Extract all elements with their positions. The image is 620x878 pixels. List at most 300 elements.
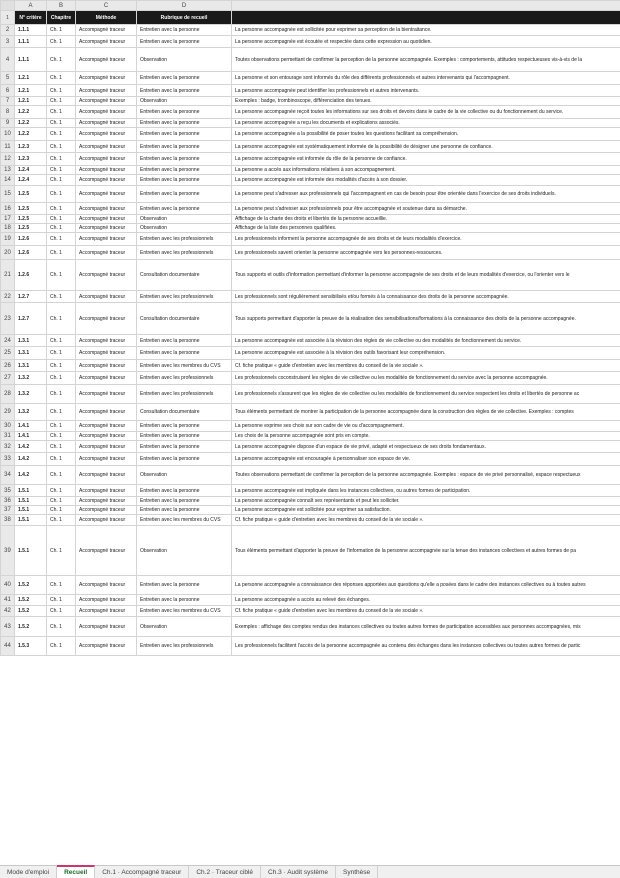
table-row <box>1 421 620 432</box>
cell-rubrique[interactable]: Entretien avec la personne <box>137 141 232 153</box>
cell-methode[interactable]: Accompagné traceur <box>76 224 137 233</box>
cell-critere[interactable]: 1.2.5 <box>15 203 47 215</box>
table-row <box>1 606 620 617</box>
cell-rubrique[interactable]: Entretien avec la personne <box>137 432 232 441</box>
cell-critere[interactable]: 1.2.7 <box>15 291 47 303</box>
row-number[interactable]: 26 <box>1 360 15 372</box>
row-number[interactable]: 29 <box>1 404 15 421</box>
cell-texte[interactable]: Les choix de la personne accompagnée sont pris en compte. <box>232 432 620 441</box>
cell-chapitre[interactable]: Ch. 1 <box>47 291 76 303</box>
table-row <box>1 36 620 48</box>
row-number[interactable]: 36 <box>1 497 15 506</box>
table-row <box>1 215 620 224</box>
cell-chapitre[interactable]: Ch. 1 <box>47 36 76 48</box>
cell-methode[interactable]: Accompagné traceur <box>76 72 137 85</box>
table-row <box>1 303 620 335</box>
cell-critere[interactable]: 1.5.1 <box>15 485 47 497</box>
cell-rubrique[interactable]: Entretien avec la personne <box>137 421 232 432</box>
cell-methode[interactable]: Accompagné traceur <box>76 347 137 360</box>
cell-critere[interactable]: 1.3.1 <box>15 335 47 347</box>
cell-rubrique[interactable]: Observation <box>137 48 232 72</box>
cell-rubrique[interactable]: Entretien avec les professionnels <box>137 246 232 260</box>
table-row <box>1 576 620 595</box>
cell-chapitre[interactable]: Ch. 1 <box>47 72 76 85</box>
cell-critere[interactable]: 1.2.4 <box>15 175 47 186</box>
cell-methode[interactable]: Accompagné traceur <box>76 637 137 656</box>
cell-texte[interactable]: Exemples : affichage des comptes rendus des instances collectives ou toutes autres formes de participation accessibles aux personnes accompagnées, mis <box>232 617 620 637</box>
cell-texte[interactable]: La personne peut s'adresser aux professionnels qui l'accompagnent en cas de besoin pour être orientée dans l'exercice de ses droits individuels. <box>232 186 620 203</box>
cell-critere[interactable]: 1.2.2 <box>15 128 47 141</box>
cell-critere[interactable]: 1.5.1 <box>15 506 47 515</box>
table-row <box>1 246 620 260</box>
cell-chapitre[interactable]: Ch. 1 <box>47 385 76 404</box>
table-row <box>1 506 620 515</box>
cell-rubrique[interactable]: Entretien avec la personne <box>137 175 232 186</box>
cell-critere[interactable]: 1.2.5 <box>15 186 47 203</box>
cell-chapitre[interactable]: Ch. 1 <box>47 166 76 175</box>
cell-rubrique[interactable]: Entretien avec la personne <box>137 441 232 453</box>
cell-chapitre[interactable]: Ch. 1 <box>47 466 76 485</box>
header-rubrique[interactable]: Rubrique de recueil <box>137 11 232 25</box>
cell-critere[interactable]: 1.5.1 <box>15 515 47 526</box>
cell-critere[interactable]: 1.2.6 <box>15 260 47 291</box>
cell-rubrique[interactable]: Entretien avec la personne <box>137 595 232 606</box>
row-number[interactable]: 23 <box>1 303 15 335</box>
table-row <box>1 203 620 215</box>
cell-methode[interactable]: Accompagné traceur <box>76 421 137 432</box>
cell-methode[interactable]: Accompagné traceur <box>76 128 137 141</box>
cell-chapitre[interactable]: Ch. 1 <box>47 617 76 637</box>
cell-texte[interactable]: La personne peut s'adresser aux professionnels pour être accompagnée et soutenue dans sa démarche. <box>232 203 620 215</box>
cell-methode[interactable]: Accompagné traceur <box>76 466 137 485</box>
cell-chapitre[interactable]: Ch. 1 <box>47 606 76 617</box>
cell-texte[interactable]: Tous éléments permettant de montrer la participation de la personne accompagnée dans la construction des règles de vie collective. Exemples : comptes <box>232 404 620 421</box>
row-number[interactable]: 16 <box>1 203 15 215</box>
table-row <box>1 385 620 404</box>
cell-chapitre[interactable]: Ch. 1 <box>47 421 76 432</box>
cell-texte[interactable]: Tous éléments permettant d'apporter la preuve de l'information de la personne accompagnée sur la tenue des instances collectives et autres formes de pa <box>232 526 620 576</box>
cell-methode[interactable]: Accompagné traceur <box>76 515 137 526</box>
cell-chapitre[interactable]: Ch. 1 <box>47 186 76 203</box>
cell-texte[interactable]: La personne accompagnée peut identifier les professionnels et autres intervenants. <box>232 85 620 97</box>
table-row <box>1 466 620 485</box>
cell-rubrique[interactable]: Observation <box>137 215 232 224</box>
cell-methode[interactable]: Accompagné traceur <box>76 119 137 128</box>
cell-texte[interactable]: Les professionnels savent orienter la personne accompagnée vers les personnes-ressources. <box>232 246 620 260</box>
cell-texte[interactable]: La personne accompagnée a reçu les documents et explications associés. <box>232 119 620 128</box>
cell-texte[interactable]: La personne accompagnée connaît ses représentants et peut les solliciter. <box>232 497 620 506</box>
row-number[interactable]: 32 <box>1 441 15 453</box>
row-number[interactable]: 31 <box>1 432 15 441</box>
row-number[interactable]: 12 <box>1 153 15 166</box>
cell-rubrique[interactable]: Entretien avec les professionnels <box>137 291 232 303</box>
cell-critere[interactable]: 1.2.7 <box>15 303 47 335</box>
row-number[interactable]: 13 <box>1 166 15 175</box>
cell-chapitre[interactable]: Ch. 1 <box>47 119 76 128</box>
cell-chapitre[interactable]: Ch. 1 <box>47 595 76 606</box>
table-row <box>1 453 620 466</box>
cell-rubrique[interactable]: Entretien avec les membres du CVS <box>137 360 232 372</box>
cell-critere[interactable]: 1.3.1 <box>15 347 47 360</box>
cell-chapitre[interactable]: Ch. 1 <box>47 224 76 233</box>
row-number[interactable]: 9 <box>1 119 15 128</box>
cell-chapitre[interactable]: Ch. 1 <box>47 372 76 385</box>
cell-critere[interactable]: 1.3.2 <box>15 385 47 404</box>
cell-chapitre[interactable]: Ch. 1 <box>47 453 76 466</box>
cell-rubrique[interactable]: Observation <box>137 466 232 485</box>
cell-rubrique[interactable]: Consultation documentaire <box>137 260 232 291</box>
sheet-tab[interactable]: Mode d'emploi <box>0 866 57 878</box>
sheet-tab[interactable]: Recueil <box>57 865 95 878</box>
header-critere[interactable]: N° critère <box>15 11 47 25</box>
cell-critere[interactable]: 1.2.6 <box>15 246 47 260</box>
cell-methode[interactable]: Accompagné traceur <box>76 576 137 595</box>
cell-texte[interactable]: Cf. fiche pratique « guide d'entretien avec les membres du conseil de la vie sociale ». <box>232 606 620 617</box>
cell-critere[interactable]: 1.2.3 <box>15 141 47 153</box>
cell-critere[interactable]: 1.1.1 <box>15 25 47 36</box>
cell-methode[interactable]: Accompagné traceur <box>76 141 137 153</box>
table-row <box>1 617 620 637</box>
cell-critere[interactable]: 1.2.3 <box>15 153 47 166</box>
cell-critere[interactable]: 1.4.2 <box>15 453 47 466</box>
row-number[interactable]: 30 <box>1 421 15 432</box>
cell-methode[interactable]: Accompagné traceur <box>76 595 137 606</box>
cell-methode[interactable]: Accompagné traceur <box>76 453 137 466</box>
table-row <box>1 260 620 291</box>
cell-rubrique[interactable]: Entretien avec les membres du CVS <box>137 606 232 617</box>
cell-rubrique[interactable]: Entretien avec la personne <box>137 506 232 515</box>
cell-chapitre[interactable]: Ch. 1 <box>47 637 76 656</box>
cell-texte[interactable]: Les professionnels informent la personne accompagnée de ses droits et de leurs modalités d'exercice. <box>232 233 620 246</box>
header-texte[interactable] <box>232 11 620 25</box>
cell-chapitre[interactable]: Ch. 1 <box>47 347 76 360</box>
cell-methode[interactable]: Accompagné traceur <box>76 372 137 385</box>
row-number[interactable]: 39 <box>1 526 15 576</box>
cell-methode[interactable]: Accompagné traceur <box>76 506 137 515</box>
cell-methode[interactable]: Accompagné traceur <box>76 246 137 260</box>
cell-rubrique[interactable]: Observation <box>137 617 232 637</box>
cell-critere[interactable]: 1.3.2 <box>15 372 47 385</box>
row-number[interactable]: 27 <box>1 372 15 385</box>
cell-texte[interactable]: Affichage de la charte des droits et libertés de la personne accueillie. <box>232 215 620 224</box>
cell-methode[interactable]: Accompagné traceur <box>76 153 137 166</box>
cell-chapitre[interactable]: Ch. 1 <box>47 141 76 153</box>
sheet-tab[interactable]: Ch.1 · Accompagné traceur <box>95 866 189 878</box>
cell-rubrique[interactable]: Entretien avec la personne <box>137 119 232 128</box>
sheet-tab[interactable]: Ch.2 · Traceur ciblé <box>189 866 261 878</box>
cell-critere[interactable]: 1.3.2 <box>15 404 47 421</box>
cell-methode[interactable]: Accompagné traceur <box>76 48 137 72</box>
cell-chapitre[interactable]: Ch. 1 <box>47 526 76 576</box>
cell-chapitre[interactable]: Ch. 1 <box>47 485 76 497</box>
cell-rubrique[interactable]: Entretien avec les professionnels <box>137 637 232 656</box>
cell-methode[interactable]: Accompagné traceur <box>76 432 137 441</box>
cell-chapitre[interactable]: Ch. 1 <box>47 85 76 97</box>
cell-methode[interactable]: Accompagné traceur <box>76 335 137 347</box>
row-number[interactable]: 43 <box>1 617 15 637</box>
row-number[interactable]: 28 <box>1 385 15 404</box>
column-header-row <box>1 1 620 11</box>
cell-critere[interactable]: 1.5.3 <box>15 637 47 656</box>
cell-texte[interactable]: Affichage de la liste des personnes qualifiées. <box>232 224 620 233</box>
cell-texte[interactable]: La personne accompagnée est informée du rôle de la personne de confiance. <box>232 153 620 166</box>
row-number[interactable]: 6 <box>1 85 15 97</box>
cell-methode[interactable]: Accompagné traceur <box>76 606 137 617</box>
cell-rubrique[interactable]: Consultation documentaire <box>137 404 232 421</box>
cell-chapitre[interactable]: Ch. 1 <box>47 515 76 526</box>
cell-methode[interactable]: Accompagné traceur <box>76 303 137 335</box>
row-number[interactable]: 37 <box>1 506 15 515</box>
cell-chapitre[interactable]: Ch. 1 <box>47 246 76 260</box>
cell-methode[interactable]: Accompagné traceur <box>76 203 137 215</box>
table-row <box>1 360 620 372</box>
cell-texte[interactable]: Les professionnels facilitent l'accès de la personne accompagnée au contenu des échanges dans les instances collectives ou toutes autres formes de partic <box>232 637 620 656</box>
cell-texte[interactable]: Toutes observations permettant de confirmer la perception de la personne accompagnée. Exemples : espace de vie privé personnalisé, espace respectueux <box>232 466 620 485</box>
row-number[interactable]: 34 <box>1 466 15 485</box>
sheet-tab[interactable]: Synthèse <box>336 866 378 878</box>
cell-rubrique[interactable]: Consultation documentaire <box>137 303 232 335</box>
column-header-a[interactable]: A <box>15 1 47 11</box>
cell-texte[interactable]: La personne accompagnée a accès au relevé des échanges. <box>232 595 620 606</box>
column-header-b[interactable]: B <box>47 1 76 11</box>
cell-texte[interactable]: Les professionnels sont régulièrement sensibilisés et/ou formés à la connaissance des droits de la personne accompagnée. <box>232 291 620 303</box>
cell-chapitre[interactable]: Ch. 1 <box>47 260 76 291</box>
cell-texte[interactable]: La personne accompagnée est informée des modalités d'accès à son dossier. <box>232 175 620 186</box>
cell-texte[interactable]: Tous supports et outils d'information permettant d'informer la personne accompagnée de ses droits et de leurs modalités d'exercice, ou l'orienter vers le <box>232 260 620 291</box>
cell-rubrique[interactable]: Entretien avec la personne <box>137 453 232 466</box>
cell-texte[interactable]: La personne et son entourage sont informés du rôle des différents professionnels et autres intervenants qui l'accompagnent. <box>232 72 620 85</box>
cell-rubrique[interactable]: Observation <box>137 526 232 576</box>
cell-rubrique[interactable]: Entretien avec la personne <box>137 166 232 175</box>
cell-chapitre[interactable]: Ch. 1 <box>47 215 76 224</box>
row-number[interactable]: 7 <box>1 97 15 106</box>
cell-chapitre[interactable]: Ch. 1 <box>47 441 76 453</box>
cell-rubrique[interactable]: Entretien avec les professionnels <box>137 385 232 404</box>
cell-chapitre[interactable]: Ch. 1 <box>47 233 76 246</box>
cell-methode[interactable]: Accompagné traceur <box>76 233 137 246</box>
cell-texte[interactable]: La personne accompagnée dispose d'un espace de vie privé, adapté et respectueux de ses droits fondamentaux. <box>232 441 620 453</box>
cell-rubrique[interactable]: Entretien avec les professionnels <box>137 372 232 385</box>
row-number[interactable]: 10 <box>1 128 15 141</box>
table-row <box>1 119 620 128</box>
cell-critere[interactable]: 1.4.2 <box>15 466 47 485</box>
row-number[interactable]: 33 <box>1 453 15 466</box>
cell-chapitre[interactable]: Ch. 1 <box>47 506 76 515</box>
cell-texte[interactable]: Les professionnels coconstruisent les règles de vie collective ou les modalités de fonctionnement du service avec la personne accompagnée. <box>232 372 620 385</box>
table-row <box>1 233 620 246</box>
cell-methode[interactable]: Accompagné traceur <box>76 215 137 224</box>
cell-critere[interactable]: 1.5.1 <box>15 526 47 576</box>
cell-methode[interactable]: Accompagné traceur <box>76 404 137 421</box>
cell-texte[interactable]: Tous supports permettant d'apporter la preuve de la réalisation des sensibilisations/formations à la connaissance des droits de la personne accompagnée. <box>232 303 620 335</box>
sheet-tab[interactable]: Ch.3 · Audit système <box>261 866 336 878</box>
cell-chapitre[interactable]: Ch. 1 <box>47 97 76 106</box>
cell-methode[interactable]: Accompagné traceur <box>76 36 137 48</box>
row-number[interactable]: 17 <box>1 215 15 224</box>
cell-texte[interactable]: La personne accompagnée est systématiquement informée de la possibilité de désigner une personne de confiance. <box>232 141 620 153</box>
row-number[interactable]: 25 <box>1 347 15 360</box>
row-number[interactable]: 41 <box>1 595 15 606</box>
row-number[interactable]: 4 <box>1 48 15 72</box>
row-number[interactable]: 11 <box>1 141 15 153</box>
cell-methode[interactable]: Accompagné traceur <box>76 617 137 637</box>
cell-critere[interactable]: 1.1.1 <box>15 48 47 72</box>
cell-rubrique[interactable]: Entretien avec la personne <box>137 36 232 48</box>
cell-rubrique[interactable]: Observation <box>137 97 232 106</box>
row-number[interactable]: 42 <box>1 606 15 617</box>
cell-critere[interactable]: 1.4.1 <box>15 421 47 432</box>
cell-methode[interactable]: Accompagné traceur <box>76 106 137 119</box>
row-number[interactable]: 2 <box>1 25 15 36</box>
row-number[interactable]: 15 <box>1 186 15 203</box>
cell-texte[interactable]: Toutes observations permettant de confirmer la perception de la personne accompagnée. Exemples : comportements, attitudes respectueuses vis-à-vis de la <box>232 48 620 72</box>
cell-methode[interactable]: Accompagné traceur <box>76 360 137 372</box>
cell-critere[interactable]: 1.3.1 <box>15 360 47 372</box>
cell-texte[interactable]: La personne accompagnée est associée à la révision des règles de vie collective ou des modalités de fonctionnement du service. <box>232 335 620 347</box>
row-number[interactable]: 35 <box>1 485 15 497</box>
cell-rubrique[interactable]: Entretien avec la personne <box>137 72 232 85</box>
cell-critere[interactable]: 1.2.1 <box>15 97 47 106</box>
column-header-e[interactable] <box>232 1 620 11</box>
cell-critere[interactable]: 1.2.4 <box>15 166 47 175</box>
cell-critere[interactable]: 1.5.1 <box>15 497 47 506</box>
cell-chapitre[interactable]: Ch. 1 <box>47 48 76 72</box>
table-row <box>1 48 620 72</box>
cell-rubrique[interactable]: Entretien avec la personne <box>137 485 232 497</box>
cell-methode[interactable]: Accompagné traceur <box>76 526 137 576</box>
cell-methode[interactable]: Accompagné traceur <box>76 175 137 186</box>
cell-chapitre[interactable]: Ch. 1 <box>47 335 76 347</box>
cell-methode[interactable]: Accompagné traceur <box>76 385 137 404</box>
cell-rubrique[interactable]: Entretien avec la personne <box>137 497 232 506</box>
cell-methode[interactable]: Accompagné traceur <box>76 85 137 97</box>
table-row <box>1 153 620 166</box>
cell-methode[interactable]: Accompagné traceur <box>76 291 137 303</box>
cell-texte[interactable]: La personne accompagnée reçoit toutes les informations sur ses droits et devoirs dans le cadre de la vie collective ou du fonctionnement du service. <box>232 106 620 119</box>
cell-chapitre[interactable]: Ch. 1 <box>47 303 76 335</box>
cell-methode[interactable]: Accompagné traceur <box>76 441 137 453</box>
cell-chapitre[interactable]: Ch. 1 <box>47 360 76 372</box>
cell-rubrique[interactable]: Entretien avec la personne <box>137 203 232 215</box>
cell-chapitre[interactable]: Ch. 1 <box>47 576 76 595</box>
cell-rubrique[interactable]: Entretien avec la personne <box>137 85 232 97</box>
cell-chapitre[interactable]: Ch. 1 <box>47 175 76 186</box>
cell-critere[interactable]: 1.2.1 <box>15 85 47 97</box>
cell-texte[interactable]: La personne accompagnée est sollicitée pour exprimer sa perception de la bientraitance. <box>232 25 620 36</box>
row-number[interactable]: 24 <box>1 335 15 347</box>
cell-rubrique[interactable]: Entretien avec la personne <box>137 106 232 119</box>
cell-rubrique[interactable]: Entretien avec la personne <box>137 186 232 203</box>
row-number[interactable]: 40 <box>1 576 15 595</box>
row-number[interactable]: 19 <box>1 233 15 246</box>
cell-rubrique[interactable]: Entretien avec les membres du CVS <box>137 515 232 526</box>
row-number[interactable]: 18 <box>1 224 15 233</box>
header-methode[interactable]: Méthode <box>76 11 137 25</box>
cell-texte[interactable]: Exemples : badge, trombinoscope, différenciation des tenues. <box>232 97 620 106</box>
table-row <box>1 97 620 106</box>
cell-methode[interactable]: Accompagné traceur <box>76 497 137 506</box>
cell-chapitre[interactable]: Ch. 1 <box>47 128 76 141</box>
cell-methode[interactable]: Accompagné traceur <box>76 260 137 291</box>
cell-rubrique[interactable]: Entretien avec la personne <box>137 576 232 595</box>
cell-rubrique[interactable]: Entretien avec la personne <box>137 25 232 36</box>
cell-texte[interactable]: La personne accompagnée est associée à la révision des outils favorisant leur compréhension. <box>232 347 620 360</box>
table-row <box>1 175 620 186</box>
cell-methode[interactable]: Accompagné traceur <box>76 25 137 36</box>
cell-texte[interactable]: La personne accompagnée est encouragée à personnaliser son espace de vie. <box>232 453 620 466</box>
row-number[interactable]: 22 <box>1 291 15 303</box>
cell-chapitre[interactable]: Ch. 1 <box>47 153 76 166</box>
cell-critere[interactable]: 1.2.2 <box>15 119 47 128</box>
cell-chapitre[interactable]: Ch. 1 <box>47 106 76 119</box>
select-all-corner[interactable] <box>1 1 15 11</box>
cell-texte[interactable]: Cf. fiche pratique « guide d'entretien avec les membres du conseil de la vie sociale ». <box>232 515 620 526</box>
row-number[interactable]: 44 <box>1 637 15 656</box>
table-row <box>1 141 620 153</box>
cell-critere[interactable]: 1.5.2 <box>15 617 47 637</box>
cell-methode[interactable]: Accompagné traceur <box>76 485 137 497</box>
cell-chapitre[interactable]: Ch. 1 <box>47 497 76 506</box>
cell-chapitre[interactable]: Ch. 1 <box>47 203 76 215</box>
cell-critere[interactable]: 1.2.2 <box>15 106 47 119</box>
row-number[interactable]: 20 <box>1 246 15 260</box>
cell-rubrique[interactable]: Entretien avec la personne <box>137 128 232 141</box>
row-number[interactable]: 8 <box>1 106 15 119</box>
cell-critere[interactable]: 1.2.6 <box>15 233 47 246</box>
row-number[interactable]: 14 <box>1 175 15 186</box>
row-number[interactable]: 1 <box>1 11 15 25</box>
row-number[interactable]: 38 <box>1 515 15 526</box>
cell-texte[interactable]: Les professionnels s'assurent que les règles de vie collective ou les modalités de fonctionnement du service respectent les droits et libertés de personne ac <box>232 385 620 404</box>
cell-rubrique[interactable]: Observation <box>137 224 232 233</box>
column-header-c[interactable]: C <box>76 1 137 11</box>
cell-critere[interactable]: 1.5.2 <box>15 595 47 606</box>
cell-texte[interactable]: La personne exprime ses choix sur son cadre de vie ou d'accompagnement. <box>232 421 620 432</box>
cell-methode[interactable]: Accompagné traceur <box>76 166 137 175</box>
cell-rubrique[interactable]: Entretien avec les professionnels <box>137 233 232 246</box>
cell-chapitre[interactable]: Ch. 1 <box>47 25 76 36</box>
cell-critere[interactable]: 1.5.2 <box>15 576 47 595</box>
cell-texte[interactable]: La personne accompagnée est écoutée et respectée dans cette expression au quotidien. <box>232 36 620 48</box>
cell-chapitre[interactable]: Ch. 1 <box>47 432 76 441</box>
table-row <box>1 497 620 506</box>
cell-methode[interactable]: Accompagné traceur <box>76 186 137 203</box>
cell-critere[interactable]: 1.2.1 <box>15 72 47 85</box>
cell-critere[interactable]: 1.5.2 <box>15 606 47 617</box>
cell-critere[interactable]: 1.4.2 <box>15 441 47 453</box>
cell-methode[interactable]: Accompagné traceur <box>76 97 137 106</box>
cell-rubrique[interactable]: Entretien avec la personne <box>137 153 232 166</box>
cell-critere[interactable]: 1.4.1 <box>15 432 47 441</box>
cell-texte[interactable]: La personne accompagnée est sollicitée pour exprimer sa satisfaction. <box>232 506 620 515</box>
cell-texte[interactable]: La personne accompagnée est impliquée dans les instances collectives, ou autres formes de participation. <box>232 485 620 497</box>
cell-rubrique[interactable]: Entretien avec la personne <box>137 335 232 347</box>
cell-texte[interactable]: La personne a accès aux informations relatives à son accompagnement. <box>232 166 620 175</box>
column-header-d[interactable]: D <box>137 1 232 11</box>
row-number[interactable]: 5 <box>1 72 15 85</box>
cell-texte[interactable]: La personne accompagnée a connaissance des réponses apportées aux questions qu'elle a posées dans le cadre des instances collectives ou à toutes autres <box>232 576 620 595</box>
cell-texte[interactable]: Cf. fiche pratique « guide d'entretien avec les membres du conseil de la vie sociale ». <box>232 360 620 372</box>
header-chapitre[interactable]: Chapitre <box>47 11 76 25</box>
row-number[interactable]: 3 <box>1 36 15 48</box>
cell-critere[interactable]: 1.2.5 <box>15 224 47 233</box>
row-number[interactable]: 21 <box>1 260 15 291</box>
cell-critere[interactable]: 1.2.5 <box>15 215 47 224</box>
cell-texte[interactable]: La personne accompagnée a la possibilité de poser toutes les questions facilitant sa compréhension. <box>232 128 620 141</box>
cell-chapitre[interactable]: Ch. 1 <box>47 404 76 421</box>
cell-rubrique[interactable]: Entretien avec la personne <box>137 347 232 360</box>
cell-critere[interactable]: 1.1.1 <box>15 36 47 48</box>
